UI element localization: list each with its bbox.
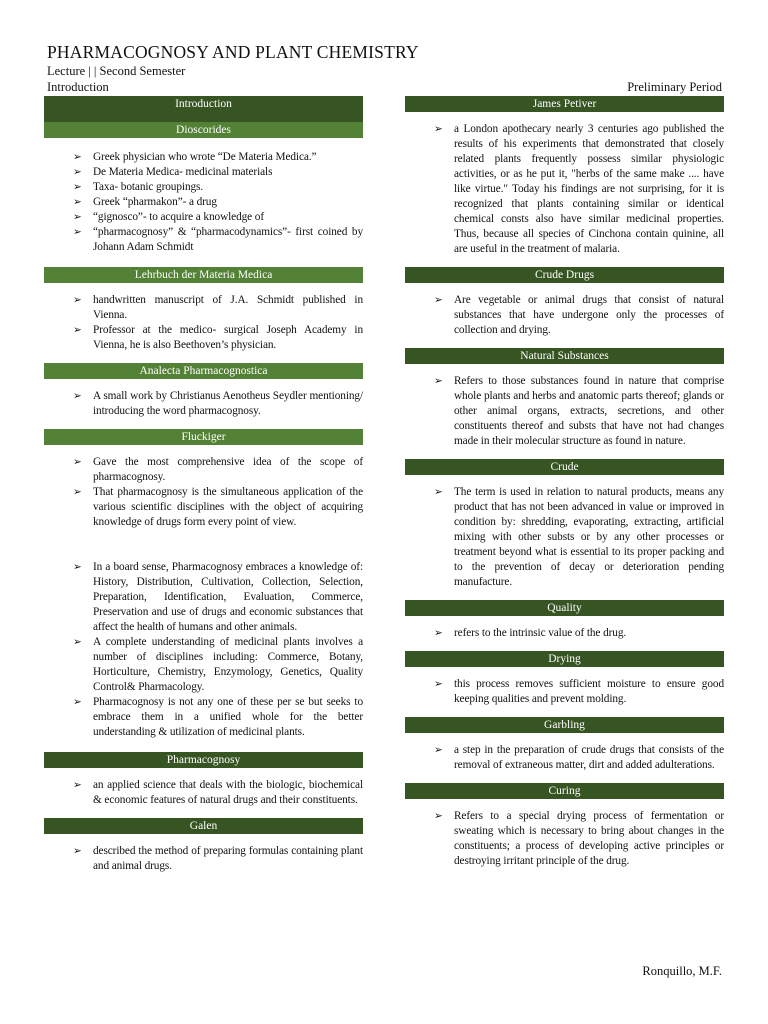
list-item-text: described the method of preparing formulas containing plant and animal drugs. — [93, 845, 363, 872]
natural-substances-heading: Natural Substances — [405, 348, 724, 364]
list-item-text: A complete understanding of medicinal plants involves a number of disciplines including: Commerce, Botany, Horticulture, Chemistry, Enzymology, Genetics, Quality Control& Pharmacology. — [93, 636, 363, 693]
list-item-text: In a board sense, Pharmacognosy embraces a knowledge of: History, Distribution, Cultivation, Collection, Selection, Preparation, Identification, Evaluation, Commerce, Preservation and use of drugs and economic substances that affect the health of humans and other animals. — [93, 561, 363, 633]
arrow-bullet-icon: ➢ — [434, 744, 443, 756]
arrow-bullet-icon: ➢ — [73, 636, 82, 648]
list-item — [73, 455, 363, 485]
list-item — [73, 635, 363, 695]
arrow-bullet-icon: ➢ — [73, 696, 82, 708]
list-item — [434, 293, 724, 338]
galen-heading: Galen — [44, 818, 363, 834]
list-item — [73, 323, 363, 353]
arrow-bullet-icon: ➢ — [434, 123, 443, 135]
arrow-bullet-icon: ➢ — [434, 627, 443, 639]
document-period-label: Preliminary Period — [627, 80, 722, 94]
dioscorides-list — [44, 150, 363, 255]
list-item — [73, 293, 363, 323]
list-item-text: Gave the most comprehensive idea of the scope of pharmacognosy. — [93, 456, 363, 483]
list-item — [73, 389, 363, 419]
pharmacognosy-heading: Pharmacognosy — [44, 752, 363, 768]
natural-substances-list — [405, 374, 724, 449]
curing-heading: Curing — [405, 783, 724, 799]
list-item-text: Greek “pharmakon”- a drug — [93, 196, 217, 208]
drying-list — [405, 677, 724, 707]
curing-list — [405, 809, 724, 869]
list-item-text: Professor at the medico- surgical Joseph Academy in Vienna, he is also Beethoven’s physician. — [93, 324, 363, 351]
arrow-bullet-icon: ➢ — [73, 151, 82, 163]
list-item-text: Greek physician who wrote “De Materia Medica.” — [93, 151, 317, 163]
arrow-bullet-icon: ➢ — [73, 324, 82, 336]
list-item — [73, 150, 363, 165]
garbling-heading: Garbling — [405, 717, 724, 733]
analecta-heading: Analecta Pharmacognostica — [44, 363, 363, 379]
petiver-heading: James Petiver — [405, 96, 724, 112]
arrow-bullet-icon: ➢ — [73, 166, 82, 178]
left-column — [44, 96, 363, 874]
list-item — [434, 809, 724, 869]
list-item-text: Pharmacognosy is not any one of these per se but seeks to embrace them in a unified whole for the better understanding & utilization of medicinal plants. — [93, 696, 363, 738]
arrow-bullet-icon: ➢ — [73, 561, 82, 573]
right-column — [405, 96, 724, 869]
list-item — [73, 560, 363, 635]
list-item-text: Are vegetable or animal drugs that consist of natural substances that have undergone only the processes of collection and drying. — [454, 294, 724, 336]
crude-drugs-heading: Crude Drugs — [405, 267, 724, 283]
list-item — [73, 195, 363, 210]
quality-list — [405, 626, 724, 641]
list-item-text: this process removes sufficient moisture to ensure good keeping qualities and prevent molding. — [454, 678, 724, 705]
arrow-bullet-icon: ➢ — [73, 456, 82, 468]
intro-heading-band — [44, 112, 363, 122]
arrow-bullet-icon: ➢ — [434, 486, 443, 498]
list-item — [434, 122, 724, 257]
analecta-list — [44, 389, 363, 419]
arrow-bullet-icon: ➢ — [73, 390, 82, 402]
list-item — [434, 743, 724, 773]
lehrbuch-list — [44, 293, 363, 353]
list-item-text: Taxa- botanic groupings. — [93, 181, 204, 193]
list-item-text: a step in the preparation of crude drugs that consists of the removal of extraneous matter, dirt and added adulterations. — [454, 744, 724, 771]
garbling-list — [405, 743, 724, 773]
list-item — [73, 165, 363, 180]
intro-heading-bar: Introduction — [44, 96, 363, 112]
quality-heading: Quality — [405, 600, 724, 616]
list-item-text: a London apothecary nearly 3 centuries ago published the results of his experiments that demonstrated that closely related plants frequently possess similar physiologic activities, or as he put it, "herbs of the same make .... have like virtue." Today his findings are not surprising, for it is recognized that plants containing similar or identical chemical consts also have similar medicinal properties. Thus, because all species of Cinchona contain quinine, all are useful in the treatment of malaria. — [454, 123, 724, 255]
dioscorides-heading: Dioscorides — [44, 122, 363, 138]
document-section-label: Introduction — [47, 80, 109, 94]
arrow-bullet-icon: ➢ — [73, 294, 82, 306]
arrow-bullet-icon: ➢ — [73, 196, 82, 208]
list-item-text: Refers to a special drying process of fermentation or sweating which is necessary to bring about changes in the constituents; a process of developing active principles or destroying irritant principle of the drug. — [454, 810, 724, 867]
list-item-text: De Materia Medica- medicinal materials — [93, 166, 273, 178]
galen-list — [44, 844, 363, 874]
list-item-text: refers to the intrinsic value of the drug. — [454, 627, 627, 639]
list-item — [73, 485, 363, 530]
pharmacognosy-list — [44, 778, 363, 808]
crude-drugs-list — [405, 293, 724, 338]
arrow-bullet-icon: ➢ — [73, 211, 82, 223]
list-item-text: handwritten manuscript of J.A. Schmidt published in Vienna. — [93, 294, 363, 321]
crude-heading: Crude — [405, 459, 724, 475]
document-subtitle: Lecture | | Second Semester — [47, 64, 186, 78]
arrow-bullet-icon: ➢ — [434, 294, 443, 306]
arrow-bullet-icon: ➢ — [73, 845, 82, 857]
list-item — [73, 844, 363, 874]
list-item-text: A small work by Christianus Aenotheus Seydler mentioning/ introducing the word pharmacognosy. — [93, 390, 363, 417]
list-item — [434, 374, 724, 449]
arrow-bullet-icon: ➢ — [434, 375, 443, 387]
list-item-text: That pharmacognosy is the simultaneous application of the various scientific disciplines with the object of acquiring knowledge of drugs form every point of view. — [93, 486, 363, 528]
list-item-text: The term is used in relation to natural products, means any product that has not been advanced in value or improved in condition by: shredding, evaporating, extracting, artificial mixing with other substs or by any other processes or treatment beyond what is essential to its proper packing and to the prevention of decay or deterioration pending manufacture. — [454, 486, 724, 588]
document-author: Ronquillo, M.F. — [642, 964, 722, 978]
lehrbuch-heading: Lehrbuch der Materia Medica — [44, 267, 363, 283]
arrow-bullet-icon: ➢ — [434, 810, 443, 822]
list-item — [73, 695, 363, 740]
list-item — [434, 677, 724, 707]
list-item — [73, 180, 363, 195]
fluckiger-heading: Fluckiger — [44, 429, 363, 445]
list-item — [73, 225, 363, 255]
list-item — [73, 210, 363, 225]
drying-heading: Drying — [405, 651, 724, 667]
list-item-text: an applied science that deals with the biologic, biochemical & economic features of natural drugs and their constituents. — [93, 779, 363, 806]
list-item — [434, 626, 724, 641]
list-item-text: “pharmacognosy” & “pharmacodynamics”- first coined by Johann Adam Schmidt — [93, 226, 363, 253]
list-item-text: Refers to those substances found in nature that comprise whole plants and herbs and anatomic parts thereof; glands or other animal organs, extracts, secretions, and other constituents thereof and substs that have not had changes made in their molecular structure as found in nature. — [454, 375, 724, 447]
list-item — [73, 778, 363, 808]
fluckiger-list-continued — [44, 560, 363, 740]
petiver-list — [405, 122, 724, 257]
arrow-bullet-icon: ➢ — [73, 486, 82, 498]
list-item-text: “gignosco”- to acquire a knowledge of — [93, 211, 265, 223]
crude-list — [405, 485, 724, 590]
fluckiger-list — [44, 455, 363, 530]
arrow-bullet-icon: ➢ — [73, 779, 82, 791]
arrow-bullet-icon: ➢ — [73, 181, 82, 193]
arrow-bullet-icon: ➢ — [434, 678, 443, 690]
arrow-bullet-icon: ➢ — [73, 226, 82, 238]
document-title: PHARMACOGNOSY AND PLANT CHEMISTRY — [47, 42, 419, 62]
list-item — [434, 485, 724, 590]
